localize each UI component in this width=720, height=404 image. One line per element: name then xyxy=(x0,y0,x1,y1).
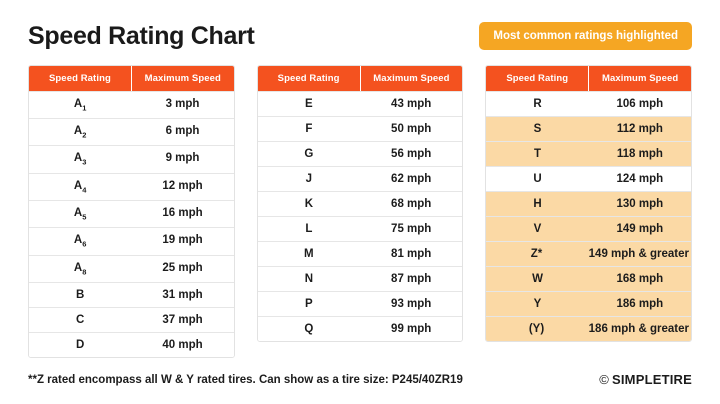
header xyxy=(28,18,692,55)
column-header-maximum-speed: Maximum Speed xyxy=(588,66,691,91)
legend-badge: Most common ratings highlighted xyxy=(479,22,692,50)
table-header-row xyxy=(258,66,463,91)
cell-speed-rating: G xyxy=(304,147,314,160)
cell-maximum-speed: 31 mph xyxy=(162,288,203,301)
cell-maximum-speed: 186 mph & greater xyxy=(588,322,690,335)
cell-speed-rating: W xyxy=(532,272,543,285)
cell-maximum-speed: 106 mph xyxy=(616,97,664,110)
table-row xyxy=(29,200,234,227)
cell-maximum-speed: 25 mph xyxy=(162,261,203,274)
rating-letter: A xyxy=(73,97,83,110)
cell-speed-rating: H xyxy=(533,197,542,210)
cell-maximum-speed: 112 mph xyxy=(616,122,663,135)
table-row xyxy=(486,191,691,216)
cell-maximum-speed: 3 mph xyxy=(165,97,200,110)
column-header-speed-rating: Speed Rating xyxy=(48,72,111,84)
cell-maximum-speed: 56 mph xyxy=(391,147,432,160)
table-row xyxy=(486,316,691,341)
cell-maximum-speed: 12 mph xyxy=(162,179,203,192)
cell-speed-rating xyxy=(29,201,131,227)
cell-maximum-speed: 124 mph xyxy=(616,172,664,185)
rating-letter: A xyxy=(73,152,83,165)
cell-maximum-speed: 130 mph xyxy=(616,197,664,210)
cell-speed-rating: D xyxy=(76,338,85,351)
table-row xyxy=(29,173,234,200)
cell-maximum-speed: 43 mph xyxy=(391,97,432,110)
table-row xyxy=(258,291,463,316)
table-row xyxy=(486,166,691,191)
table-row xyxy=(29,307,234,332)
cell-maximum-speed: 186 mph xyxy=(616,297,664,310)
cell-speed-rating xyxy=(29,92,131,118)
table-row xyxy=(258,191,463,216)
copyright-icon: © xyxy=(599,372,609,388)
table-row xyxy=(486,216,691,241)
cell-maximum-speed: 37 mph xyxy=(162,313,203,326)
cell-maximum-speed: 81 mph xyxy=(391,247,432,260)
cell-maximum-speed: 6 mph xyxy=(165,125,200,138)
speed-rating-table xyxy=(485,65,692,342)
table-row xyxy=(258,91,463,116)
cell-maximum-speed: 99 mph xyxy=(391,322,432,335)
page-title: Speed Rating Chart xyxy=(28,21,255,50)
cell-speed-rating: M xyxy=(304,247,314,260)
cell-maximum-speed: 16 mph xyxy=(162,206,203,219)
cell-speed-rating: C xyxy=(76,313,85,326)
table-row xyxy=(29,255,234,282)
cell-maximum-speed: 93 mph xyxy=(391,297,432,310)
table-row xyxy=(258,216,463,241)
cell-speed-rating: K xyxy=(304,197,313,210)
brand-logo xyxy=(599,372,692,387)
cell-speed-rating xyxy=(29,256,131,282)
table-row xyxy=(258,316,463,341)
table-row xyxy=(486,291,691,316)
table-row xyxy=(29,91,234,118)
tables-container xyxy=(28,65,692,358)
cell-speed-rating: Z* xyxy=(530,247,543,260)
table-header-row xyxy=(486,66,691,91)
cell-maximum-speed: 62 mph xyxy=(391,172,432,185)
table-row xyxy=(29,227,234,254)
rating-letter: A xyxy=(73,261,83,274)
cell-speed-rating: L xyxy=(305,222,313,235)
cell-maximum-speed: 75 mph xyxy=(391,222,432,235)
rating-subscript: 4 xyxy=(82,184,87,194)
speed-rating-table xyxy=(257,65,464,342)
table-row xyxy=(258,266,463,291)
rating-subscript: 5 xyxy=(82,212,87,222)
cell-speed-rating: S xyxy=(533,122,542,135)
rating-subscript: 6 xyxy=(82,239,87,249)
cell-speed-rating: T xyxy=(534,147,542,160)
cell-maximum-speed: 9 mph xyxy=(165,152,200,165)
cell-maximum-speed: 168 mph xyxy=(616,272,664,285)
cell-speed-rating: F xyxy=(305,122,313,135)
cell-speed-rating: B xyxy=(76,288,85,301)
rating-subscript: 1 xyxy=(82,103,87,113)
speed-rating-table xyxy=(28,65,235,358)
rating-letter: A xyxy=(73,179,83,192)
cell-speed-rating xyxy=(29,174,131,200)
cell-speed-rating: N xyxy=(304,272,313,285)
rating-letter: A xyxy=(73,234,83,247)
table-row xyxy=(29,118,234,145)
column-header-maximum-speed: Maximum Speed xyxy=(131,66,234,91)
cell-speed-rating xyxy=(29,119,131,145)
cell-maximum-speed: 118 mph xyxy=(616,147,663,160)
table-row xyxy=(29,282,234,307)
table-row xyxy=(258,241,463,266)
cell-maximum-speed: 19 mph xyxy=(162,234,203,247)
cell-speed-rating xyxy=(29,146,131,172)
cell-speed-rating xyxy=(29,228,131,254)
cell-speed-rating: V xyxy=(533,222,542,235)
cell-speed-rating: P xyxy=(305,297,313,310)
cell-speed-rating: J xyxy=(305,172,313,185)
table-row xyxy=(29,332,234,357)
cell-maximum-speed: 149 mph & greater xyxy=(588,247,690,260)
column-header-maximum-speed: Maximum Speed xyxy=(360,66,463,91)
table-row xyxy=(486,241,691,266)
footer xyxy=(28,370,692,390)
table-row xyxy=(486,91,691,116)
cell-maximum-speed: 149 mph xyxy=(616,222,664,235)
column-header-speed-rating: Speed Rating xyxy=(277,72,340,84)
footnote: **Z rated encompass all W & Y rated tires. Can show as a tire size: P245/40ZR19 xyxy=(28,373,463,386)
rating-letter: A xyxy=(73,206,83,219)
cell-speed-rating: E xyxy=(305,97,313,110)
cell-speed-rating: R xyxy=(533,97,542,110)
cell-maximum-speed: 87 mph xyxy=(391,272,432,285)
cell-speed-rating: (Y) xyxy=(528,322,545,335)
table-row xyxy=(258,116,463,141)
table-row xyxy=(486,116,691,141)
rating-letter: A xyxy=(73,125,83,138)
table-row xyxy=(258,166,463,191)
table-row xyxy=(486,266,691,291)
cell-speed-rating: Q xyxy=(304,322,314,335)
rating-subscript: 8 xyxy=(82,266,87,276)
table-row xyxy=(29,145,234,172)
rating-subscript: 3 xyxy=(82,157,87,167)
column-header-speed-rating: Speed Rating xyxy=(506,72,569,84)
table-row xyxy=(258,141,463,166)
cell-maximum-speed: 40 mph xyxy=(162,338,203,351)
cell-maximum-speed: 68 mph xyxy=(391,197,432,210)
rating-subscript: 2 xyxy=(82,130,87,140)
cell-maximum-speed: 50 mph xyxy=(391,122,432,135)
table-header-row xyxy=(29,66,234,91)
cell-speed-rating: U xyxy=(533,172,542,185)
cell-speed-rating: Y xyxy=(533,297,542,310)
table-row xyxy=(486,141,691,166)
brand-name: SIMPLETIRE xyxy=(611,372,692,388)
